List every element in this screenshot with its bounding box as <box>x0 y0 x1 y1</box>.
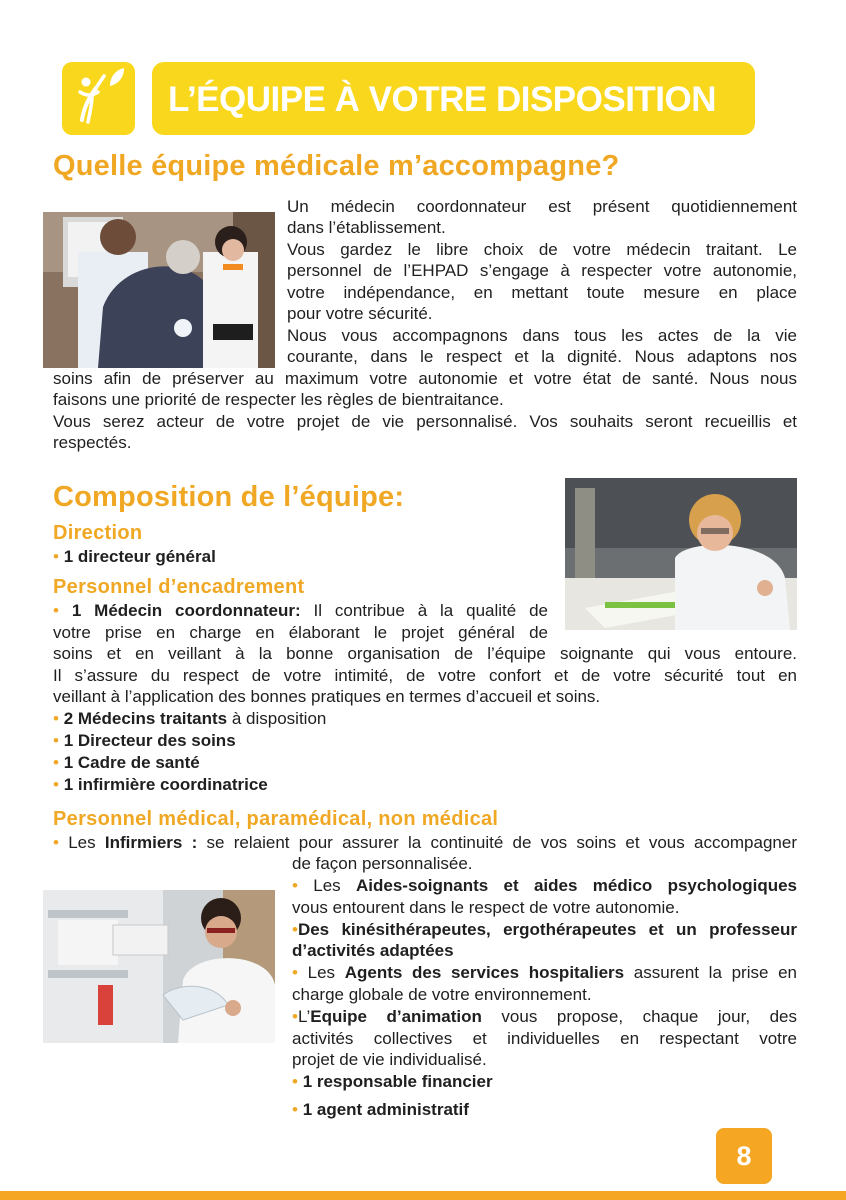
encadrement-line5: veillant à l’application des bonnes pratiques en termes d’accueil et soins. <box>53 687 601 706</box>
animation-line3: projet de vie individualisé. <box>292 1050 487 1069</box>
aides-soignants-line1: • Les Aides-soignants et aides médico psychologiques <box>292 876 797 895</box>
encadrement-line4: Il s’assure du respect de votre intimité, de votre confort et de votre sécurité tout en <box>53 666 797 685</box>
section-heading-equipe-medicale: Quelle équipe médicale m’accompagne? <box>53 150 620 182</box>
s1-line-8: courante, dans le respect et la dignité. Nous adaptons nos <box>287 347 797 366</box>
photo-nurses-helping-elderly <box>43 212 275 368</box>
kine-line2: d’activités adaptées <box>292 941 454 960</box>
section-heading-composition: Composition de l’équipe: <box>53 481 405 513</box>
medecin-coord-line1: • 1 Médecin coordonnateur: Il contribue à la qualité de <box>53 601 548 620</box>
person-leaf-icon <box>62 62 135 135</box>
medecins-traitants-item: • 2 Médecins traitants à disposition <box>53 709 327 728</box>
aides-soignants-line2: vous entourent dans le respect de votre autonomie. <box>292 898 680 917</box>
s1-line-12: respectés. <box>53 433 132 452</box>
agents-line1: • Les Agents des services hospitaliers assurent la prise en <box>292 963 797 982</box>
page-number: 8 <box>716 1128 772 1184</box>
s1-line-3: Vous gardez le libre choix de votre médecin traitant. Le <box>287 240 797 259</box>
infirmiere-coord-item: • 1 infirmière coordinatrice <box>53 775 268 794</box>
encadrement-title: Personnel d’encadrement <box>53 576 305 598</box>
directeur-soins-item: • 1 Directeur des soins <box>53 731 236 750</box>
s1-line-7: Nous vous accompagnons dans tous les actes de la vie <box>287 326 797 345</box>
medecin-coord-line2: votre prise en charge en élaborant le projet général de <box>53 623 548 642</box>
bottom-rule <box>0 1191 846 1200</box>
animation-line1: •L’Equipe d’animation vous propose, chaque jour, des <box>292 1007 797 1026</box>
animation-line2: activités collectives et individuelles en respectant votre <box>292 1029 797 1048</box>
cadre-sante-item: • 1 Cadre de santé <box>53 753 200 772</box>
photo-nurse-with-medication <box>43 890 275 1043</box>
infirmiers-line2: de façon personnalisée. <box>292 854 473 873</box>
agents-line2: charge globale de votre environnement. <box>292 985 592 1004</box>
logo-badge <box>62 62 135 135</box>
s1-line-10: faisons une priorité de respecter les règles de bientraitance. <box>53 390 504 409</box>
encadrement-line3: soins et en veillant à la bonne organisation de l’équipe soignante qui vous entoure. <box>53 644 797 663</box>
direction-item: • 1 directeur général <box>53 547 216 566</box>
s1-line-6: pour votre sécurité. <box>287 304 433 323</box>
s1-line-5: votre indépendance, en mettant toute mesure en place <box>287 283 797 302</box>
kine-line1: •Des kinésithérapeutes, ergothérapeutes et un professeur <box>292 920 797 939</box>
s1-line-9: soins afin de préserver au maximum votre autonomie et votre état de santé. Nous nous <box>53 369 797 388</box>
s1-line-11: Vous serez acteur de votre projet de vie personnalisé. Vos souhaits seront recueillis et <box>53 412 797 431</box>
s1-line-1: Un médecin coordonnateur est présent quotidiennement <box>287 197 797 216</box>
s1-line-2: dans l’établissement. <box>287 218 446 237</box>
administratif-item: • 1 agent administratif <box>292 1100 469 1119</box>
title-banner <box>152 62 755 135</box>
direction-title: Direction <box>53 522 143 544</box>
infirmiers-line1: • Les Infirmiers : se relaient pour assurer la continuité de vos soins et vous accompagner <box>53 833 797 852</box>
financier-item: • 1 responsable financier <box>292 1072 493 1091</box>
page-title: L’ÉQUIPE À VOTRE DISPOSITION <box>168 80 717 119</box>
s1-line-4: personnel de l’EHPAD s’engage à respecter votre autonomie, <box>287 261 797 280</box>
photo-nurse-at-desk <box>565 478 797 630</box>
personnel-medical-title: Personnel médical, paramédical, non médical <box>53 808 499 830</box>
